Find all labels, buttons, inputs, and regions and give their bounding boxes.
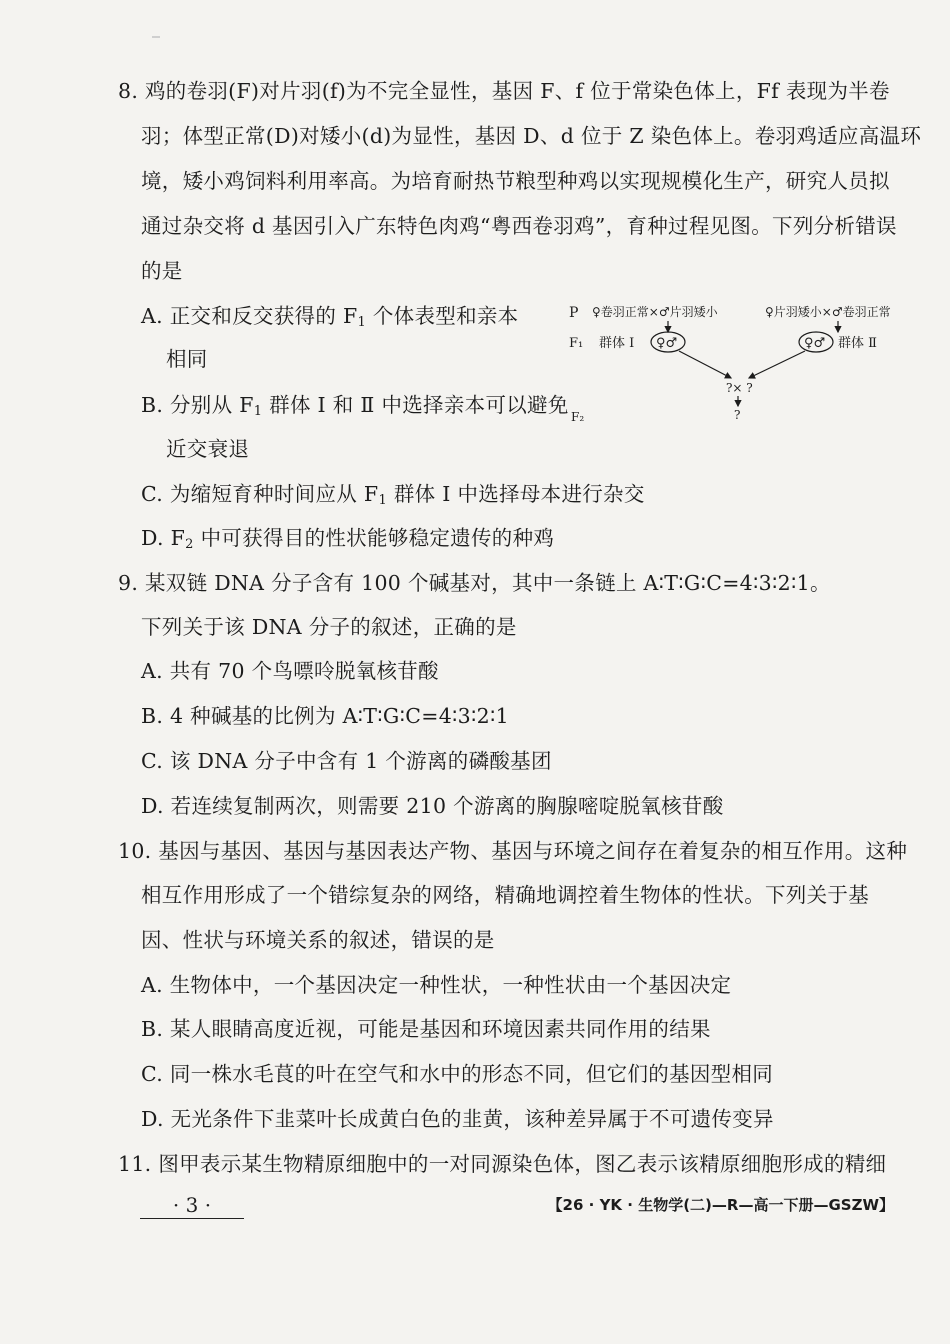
diagram-group1-symbols: ♀♂: [656, 336, 678, 351]
q9-stem-line-2: 下列关于该 DNA 分子的叙述，正确的是: [141, 615, 517, 639]
q10-option-b: B. 某人眼睛高度近视，可能是基因和环境因素共同作用的结果: [141, 1017, 711, 1041]
diagram-arrow-converge-left: [679, 351, 731, 378]
q9-option-b: B. 4 种碱基的比例为 A∶T∶G∶C=4∶3∶2∶1: [141, 704, 509, 728]
q8-option-b-cont: 近交衰退: [166, 437, 250, 461]
q8-option-b: [141, 390, 569, 427]
q9-stem-line-1: 9. 某双链 DNA 分子含有 100 个碱基对，其中一条链上 A∶T∶G∶C=4∶3∶2∶1。: [118, 571, 831, 595]
q8-option-a-text: A. 正交和反交获得的 F: [141, 304, 358, 328]
q9-option-a: A. 共有 70 个鸟嘌呤脱氧核苷酸: [141, 659, 439, 683]
q8-option-d-text: D. F: [141, 526, 186, 550]
diagram-group-1: 群体 Ⅰ: [599, 336, 635, 351]
diagram-group2-symbols: ♀♂: [804, 336, 826, 351]
diagram-cross-left: ♀卷羽正常×♂片羽矮小: [592, 305, 718, 319]
diagram-cross-right: ♀片羽矮小×♂卷羽正常: [765, 305, 891, 319]
q8-option-a: [141, 301, 518, 338]
q8-option-c-text-2: 群体 Ⅰ 中选择母本进行杂交: [387, 482, 645, 506]
exam-code: 【26 · YK · 生物学(二)—R—高一下册—GSZW】: [547, 1196, 894, 1214]
q8-stem-line-5: 的是: [141, 259, 183, 283]
q8-option-c-text: C. 为缩短育种时间应从 F: [141, 482, 379, 506]
q8-stem-line-1: 8. 鸡的卷羽(F)对片羽(f)为不完全显性，基因 F、f 位于常染色体上，Ff 表现为半卷: [118, 79, 890, 103]
q8-option-b-sub: 1: [253, 404, 263, 419]
diagram-f1-label: F₁: [569, 336, 584, 351]
q8-option-a-sub: 1: [357, 315, 367, 330]
q8-option-b-text-2: 群体 Ⅰ 和 Ⅱ 中选择亲本可以避免: [262, 393, 569, 417]
q9-option-c: C. 该 DNA 分子中含有 1 个游离的磷酸基团: [141, 749, 552, 773]
q8-stem-line-2: 羽；体型正常(D)对矮小(d)为显性，基因 D、d 位于 Z 染色体上。卷羽鸡适应高温环: [141, 124, 922, 148]
q8-option-d-sub: 2: [185, 537, 194, 552]
page-number: · 3 ·: [140, 1192, 244, 1219]
q8-option-b-text: B. 分别从 F: [141, 393, 254, 417]
q10-option-d: D. 无光条件下韭菜叶长成黄白色的韭黄，该种差异属于不可遗传变异: [141, 1107, 774, 1131]
diagram-p-label: P: [569, 305, 579, 321]
q10-stem-line-3: 因、性状与环境关系的叙述，错误的是: [141, 928, 495, 952]
diagram-f2-label: F₂: [571, 410, 585, 424]
breeding-diagram: [565, 296, 900, 431]
q10-stem-line-2: 相互作用形成了一个错综复杂的网络，精确地调控着生物体的性状。下列关于基: [141, 883, 869, 907]
q11-stem-line-1: 11. 图甲表示某生物精原细胞中的一对同源染色体，图乙表示该精原细胞形成的精细: [118, 1152, 887, 1176]
q8-stem-line-3: 境，矮小鸡饲料利用率高。为培育耐热节粮型种鸡以实现规模化生产，研究人员拟: [141, 169, 890, 193]
scan-speck: [152, 36, 160, 38]
q10-option-c: C. 同一株水毛茛的叶在空气和水中的形态不同，但它们的基因型相同: [141, 1062, 774, 1086]
q9-option-d: D. 若连续复制两次，则需要 210 个游离的胸腺嘧啶脱氧核苷酸: [141, 794, 724, 818]
diagram-arrow-converge-right: [749, 351, 805, 378]
q8-option-c-sub: 1: [378, 493, 388, 508]
q8-option-a-cont: 相同: [166, 347, 208, 371]
q8-option-d-text-2: 中可获得目的性状能够稳定遗传的种鸡: [193, 526, 555, 550]
q8-option-d: [141, 523, 554, 560]
diagram-f1-cross: ?× ?: [726, 381, 753, 395]
q10-stem-line-1: 10. 基因与基因、基因与基因表达产物、基因与环境之间存在着复杂的相互作用。这种: [118, 839, 908, 863]
q8-option-a-text-2: 个体表型和亲本: [366, 304, 519, 328]
q8-option-c: [141, 479, 645, 516]
q8-stem-line-4: 通过杂交将 d 基因引入广东特色肉鸡“粤西卷羽鸡”，育种过程见图。下列分析错误: [141, 214, 897, 238]
q10-option-a: A. 生物体中，一个基因决定一种性状，一种性状由一个基因决定: [141, 973, 732, 997]
diagram-f2-result: ?: [734, 408, 741, 422]
diagram-group-2: 群体 Ⅱ: [838, 336, 877, 351]
